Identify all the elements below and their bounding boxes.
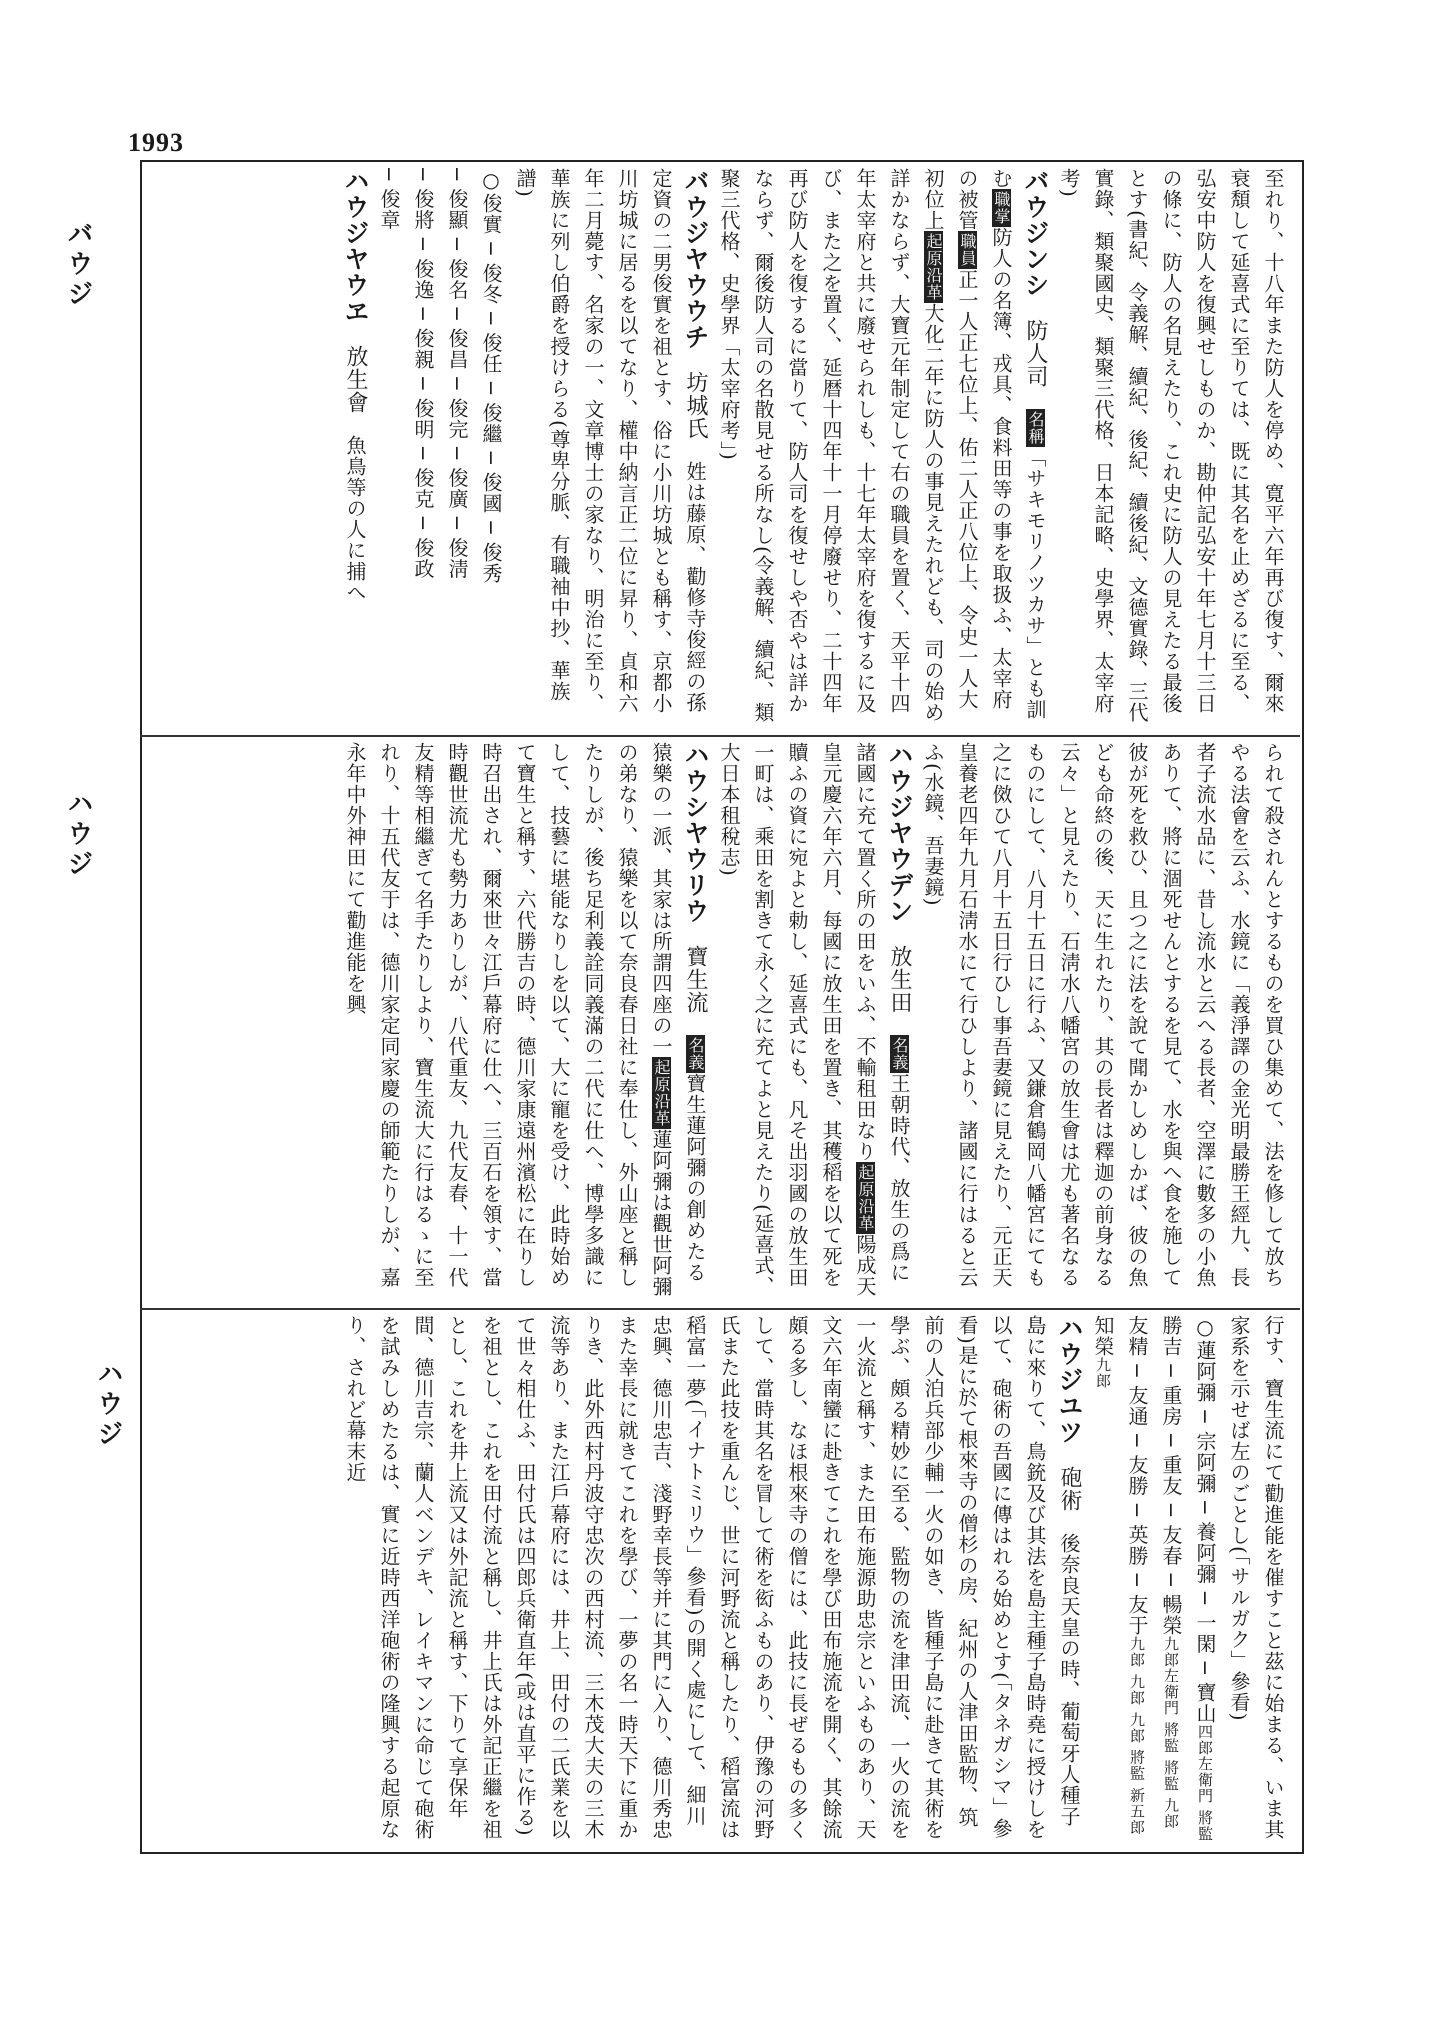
entry-text-a: 「サキモリノツカサ」とも訓む	[989, 168, 1047, 720]
entry-text-a: 王朝時代、放生の爲に諸國に充て置く所の田をいふ、不輸租田なり	[853, 742, 911, 1283]
entry-head-baujiyauuchi: バウジヤウウチ	[681, 168, 710, 350]
entry-head-haushiyauriu: ハウシヤウリウ	[681, 742, 710, 924]
side-label-middle: ハウジ	[63, 790, 93, 880]
tag-kigen-enkaku: 起原沿革	[652, 1059, 671, 1127]
genealogy-note: 九郎左衛門 將監 將監 九郎	[1162, 1636, 1180, 1830]
genealogy-note: 九郎 九郎 九郎 將監 新五郎	[1128, 1636, 1146, 1836]
genealogy-line: 知榮	[1091, 1315, 1115, 1357]
bottom-continuation: 行す、寶生流にて勸進能を催すこと茲に始まる、いま其家系を示せば左のごとし(「サルガク」參看)	[1227, 1315, 1285, 1840]
tag-shokuin: 職員	[958, 233, 977, 267]
entry-kanji-hojutsu: 砲術	[1057, 1466, 1082, 1512]
entry-text-b: 陽成天皇元慶六年六月、每國に放生田を置き、其穫稻を以て死を贖ふの資に宛よと勅し、延喜式にも、凡そ出羽國の放生田一町は、乘田を割きて永く之に充てよと見えたり(延喜式、大日本租稅志)	[717, 742, 877, 1297]
entry-kanji-hoshoryu: 寶生流	[683, 945, 708, 1014]
genealogy-line: ─ 俊將 ─ 俊逸 ─ 俊親 ─ 俊明 ─ 俊克 ─ 俊政	[411, 168, 435, 580]
tier-divider-1	[140, 735, 1300, 737]
tag-kigen-enkaku: 起原沿革	[856, 1164, 875, 1232]
entry-head-haujiyutsu: ハウジユツ	[1055, 1315, 1084, 1445]
bottom-tier-text	[150, 1315, 1290, 1843]
entry-kanji-hojoe: 放生會	[343, 345, 368, 414]
entry-text-hojoe: 魚鳥等の人に捕へ	[343, 435, 367, 603]
entry-text-hojutsu: 後奈良天皇の時、葡萄牙人種子島に來りて、鳥銃及び其法を島主種子島時堯に授けしを以て、砲術の吾國に傳はれる始めとす(「タネガシマ」參看)是に於て根來寺の僧杉の房、紀州の人津田監物、筑前の人泊兵部少輔一火の如き、皆種子島に赴きて其術を學ぶ、頗る精妙に至る、監物の流を津田流、一火の流を一火流と稱す、また田布施源助忠宗といふものあり、天文六年南蠻に赴きてこれを學び田布施流を開く、其餘流頗る多し、なほ根來寺の僧には、此技に長ぜるもの多くして、當時其名を冒して術を衒ふものあり、伊豫の河野氏また此技を重んじ、世に河野流と稱したり、稻富流は稻富一夢(「イナトミリウ」參看)の開く處にして、細川忠興、德川忠吉、淺野幸長等并に其門に入り、德川秀忠また幸長に就きてこれを學び、一夢の名一時天下に重かりき、此外西村丹波守忠次の西村流、三木茂大夫の三木流等あり、また江戶幕府には、井上、田付の二氏業を以て世々相仕ふ、田付氏は四郎兵衛直年(或は直平に作る)を祖とし、これを田付流と稱し、井上氏は外記正繼を祖とし、これを井上流又は外記流と稱す、下りて享保年間、德川吉宗、蘭人ベンデキ、レイキマンに命じて砲術を試みしめたるは、實に近時西洋砲術の隆興する起原なり、されど幕末近	[343, 1315, 1081, 1840]
tier-divider-2	[140, 1308, 1300, 1310]
genealogy-note: 四郎左衛門 將監	[1196, 1724, 1214, 1842]
top-tier-text	[150, 168, 1290, 728]
genealogy-line: ○蓮阿彌 ─ 宗阿彌 ─ 養阿彌 ─ 一閑 ─ 寶山	[1193, 1315, 1217, 1725]
side-label-top: バウジ	[63, 220, 93, 310]
genealogy-line: ─ 俊顯 ─ 俊名 ─ 俊昌 ─ 俊完 ─ 俊廣 ─ 俊淸	[445, 168, 469, 580]
genealogy-line: 友精 ─ 友通 ─ 友勝 ─ 英勝 ─ 友于	[1125, 1315, 1149, 1637]
entry-text-a: 寶生蓮阿彌の創めたる猿樂の一派、其家は所謂四座の一	[649, 742, 707, 1283]
tag-shokusho: 職掌	[992, 191, 1011, 225]
bottom-tier	[150, 1315, 1290, 1843]
entry-kanji-bojoshi: 坊城氏	[683, 371, 708, 440]
middle-tier-text	[150, 742, 1290, 1302]
top-continuation: 至れり、十八年また防人を停め、寛平六年再び復す、爾來衰頽して延喜式に至りては、既に其名を止めざるに至る、弘安中防人を復興せしものか、勘仲記弘安十年七月十三日の條に、防人の名見えたり、これ史に防人の見えたる最後とす(書紀、令義解、續紀、後紀、續後紀、文德實錄、三代實錄、類聚國史、類聚三代格、日本記略、史學界、太宰府考)	[1057, 168, 1285, 723]
entry-text-b: 防人の名簿、戎具、食料田等の事を取扱ふ、太宰府の被管	[955, 168, 1013, 710]
entry-kanji-bojinshi: 防人司	[1023, 319, 1048, 388]
tag-kigen-enkaku: 起原沿革	[924, 233, 943, 301]
middle-continuation: られて殺されんとするものを買ひ集めて、法を修して放ちやる法會を云ふ、水鏡に「義淨譯の金光明最勝王經九、長者子流水品に、昔し流水と云へる長者、空澤に數多の小魚ありて、將に涸死せんとするを見て、水を與へ食を施して彼が死を救ひ、且つ之に法を說て聞かしめしかば、彼の魚ども命終の後、天に生れたり、其の長者は釋迦の前身なる云々」と見えたり、石淸水八幡宮の放生會は尤も著名なるものにして、八月十五日に行ふ、又鎌倉鶴岡八幡宮にても之に傚ひて八月十五日行ひし事吾妻鏡に見えたり、元正天皇養老四年九月石淸水にて行ひしより、諸國に行はると云ふ(水鏡、吾妻鏡)	[921, 742, 1285, 1288]
tag-meigi: 名義	[686, 1037, 705, 1071]
genealogy-line: ○俊實 ─ 俊冬 ─ 俊任 ─ 俊繼 ─ 俊國 ─ 俊秀	[479, 168, 503, 584]
genealogy-note: 九郎	[1094, 1357, 1112, 1389]
entry-head-baujinshi: バウジンシ	[1021, 168, 1050, 298]
middle-tier	[150, 742, 1290, 1302]
entry-text-bojoshi: 姓は藤原、勸修寺俊經の孫定資の二男俊實を祖とす、俗に小川坊城とも稱す、京都小川坊城に居るを以てなり、權中納言正二位に昇り、貞和六年二月薨す、名家の一、文章博士の家なり、明治に至り、華族に列し伯爵を授けらる(尊卑分脈、有職袖中抄、華族譜)	[513, 168, 707, 714]
page-number: 1993	[128, 128, 184, 157]
entry-head-haujiyaue: ハウジヤウヱ	[341, 168, 370, 324]
tag-meigi: 名義	[890, 1037, 909, 1071]
entry-text-c: 正一人正七位上、佑二人正八位上、令史一人大初位上	[921, 168, 979, 710]
genealogy-line: 勝吉 ─ 重房 ─ 重友 ─ 友春 ─ 暢榮	[1159, 1315, 1183, 1637]
genealogy-line: ─ 俊章	[377, 168, 401, 231]
tag-meisho: 名稱	[1026, 411, 1045, 445]
side-label-bottom: ハウジ	[93, 1360, 123, 1450]
top-tier	[150, 168, 1290, 728]
entry-head-haujiyauden: ハウジヤウデン	[885, 742, 914, 924]
entry-text-b: 蓮阿彌は觀世阿彌の弟なり、猿樂を以て奈良春日社に奉仕し、外山座と稱したりしが、後ち足利義詮同義滿の二代に仕へ、博學多識にして、技藝に堪能なりしを以て、大に寵を受け、此時始めて寶生と稱す、六代勝吉の時、德川家康遠州濱松に在りし時召出され、爾來世々江戶幕府に仕へ、三百石を領す、當時觀世流尤も勢力ありしが、八代重友、九代友春、十一代友精等相繼ぎて名手たりしより、寶生流大に行はるゝに至れり、十五代友于は、德川家定同家慶の師範たりしが、嘉永年中外神田にて勸進能を興	[343, 742, 673, 1297]
entry-kanji-hojoden: 放生田	[887, 945, 912, 1014]
entry-text-d: 大化二年に防人の事見えたれども、司の始め詳かならず、大寶元年制定して右の職員を置く、天平十四年太宰府と共に廢せられしも、十七年太宰府を復するに及び、また之を置く、延暦十四年十一月停廢せり、二十四年再び防人を復するに當りて、防人司を復せしや否やは詳かならず、爾後防人司の名散見せる所なし(令義解、續紀、類聚三代格、史學界「太宰府考」)	[717, 168, 945, 723]
